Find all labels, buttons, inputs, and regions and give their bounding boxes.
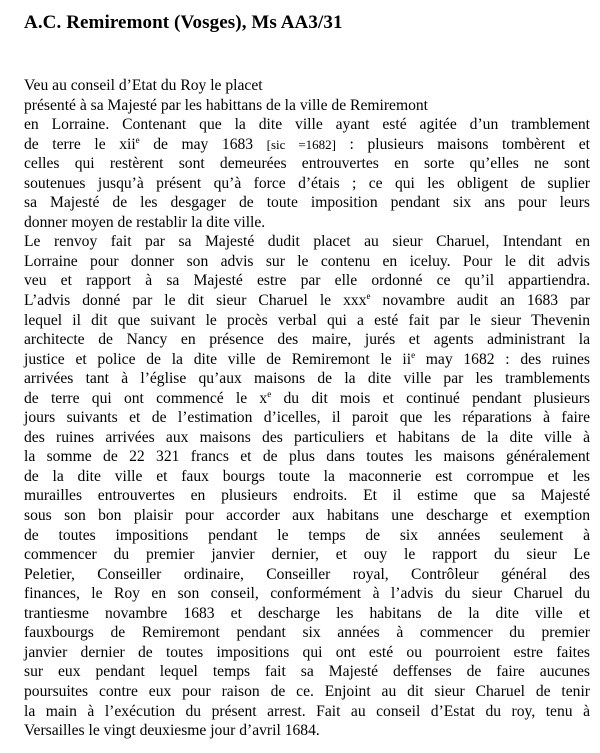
text-line: [24, 96, 590, 116]
line-text: Lorraine pour donner son advis sur le contenu en iceluy. Pour le dit advis: [24, 252, 590, 270]
text-line: [24, 623, 590, 643]
line-text: janvier dernier de toutes impositions qui ont esté ou pourroient estre faites: [24, 643, 590, 661]
text-line: [24, 428, 590, 448]
line-text: de toutes impositions pendant le temps de six années seulement à: [24, 526, 590, 544]
line-text: de la dite ville et faux bourgs toute la maconnerie est corrompue et les: [24, 467, 590, 485]
line-text: veu et rapport à sa Majesté estre par elle ordonné ce qu’il appartiendra.: [24, 272, 590, 290]
line-text: la somme de 22 321 francs et de plus dans toutes les maisons généralement: [24, 448, 590, 466]
line-text: trantiesme novambre 1683 et descharge les habitans de la dite ville et: [24, 604, 590, 622]
text-line: [24, 702, 590, 722]
line-text-continued: may 1682 : des ruines: [415, 350, 590, 368]
line-text: sa Majesté de les desgager de toute imposition pendant six ans pour leurs: [24, 194, 590, 212]
superscript: e: [135, 134, 140, 145]
text-line: [24, 545, 590, 565]
text-line: [24, 604, 590, 624]
line-text: L’advis donné par le dit sieur Charuel le xxx: [24, 292, 367, 310]
line-text: de terre le xii: [24, 135, 136, 153]
document-body: [24, 76, 590, 741]
text-line: [24, 193, 590, 213]
line-text: lequel il dit que suivant le procès verbal qui a esté fait par le sieur Thevenin: [24, 311, 590, 329]
text-line: [24, 506, 590, 526]
text-line: [24, 467, 590, 487]
text-line: [24, 369, 590, 389]
document: [24, 0, 590, 741]
text-line: [24, 565, 590, 585]
superscript: e: [366, 291, 371, 302]
line-text: de terre qui ont commencé le x: [24, 389, 268, 407]
line-text: justice et police de la dite ville de Remiremont le ii: [24, 350, 412, 368]
line-text: commencer du premier janvier dernier, et ouy le rapport du sieur Le: [24, 546, 590, 564]
line-text: murailles entrouvertes en plusieurs endroits. Et il estime que sa Majesté: [24, 487, 590, 505]
text-line: [24, 154, 590, 174]
line-text: arrivées tant à l’église qu’aux maisons de la dite ville par les tramblements: [24, 370, 590, 388]
text-line: [24, 271, 590, 291]
line-text-tail: : plusieurs maisons tombèrent et: [336, 135, 590, 153]
line-text: poursuites contre eux pour raison de ce. Enjoint au dit sieur Charuel de tenir: [24, 682, 590, 700]
line-text: Veu au conseil d’Etat du Roy le placet: [24, 77, 263, 94]
text-line: [24, 721, 590, 741]
line-text: la main à l’exécution du présent arrest. Fait au conseil d’Estat du roy, tenu à: [24, 702, 590, 720]
text-line: [24, 115, 590, 135]
line-text: Le renvoy fait par sa Majesté dudit placet au sieur Charuel, Intendant en: [24, 233, 590, 251]
text-line: [24, 311, 590, 331]
text-line: [24, 232, 590, 252]
text-line: [24, 350, 590, 370]
line-text: celles qui restèrent sont demeurées entrouvertes en sorte qu’elles ne sont: [24, 155, 590, 173]
sic-note: [sic =1682]: [266, 136, 336, 152]
text-line: [24, 643, 590, 663]
line-text-continued: du dit mois et continué pendant plusieurs: [271, 389, 590, 407]
line-text: sous son bon plaisir pour accorder aux habitans une descharge et exemption: [24, 507, 590, 525]
text-line: [24, 76, 590, 96]
line-text: soutenues jusqu’à présent qu’à force d’étais ; ce qui les obligent de suplier: [24, 174, 590, 192]
text-line: [24, 291, 590, 311]
line-text: jours suivants et de l’estimation d’icelles, il paroit que les réparations à faire: [24, 409, 590, 427]
line-text: architecte de Nancy en présence des maire, jurés et agents administrant la: [24, 331, 590, 349]
line-text-continued: de may 1683: [139, 135, 267, 153]
line-text: sur eux pendant lequel temps fait sa Majesté deffenses de faire aucunes: [24, 663, 590, 681]
line-text: donner moyen de restablir la dite ville.: [24, 213, 266, 231]
text-line: [24, 447, 590, 467]
line-text: Peletier, Conseiller ordinaire, Conseiller royal, Contrôleur général des: [24, 565, 590, 583]
line-text-continued: novambre audit an 1683 par: [370, 292, 590, 310]
line-text: finances, le Roy en son conseil, conformément à l’advis du sieur Charuel du: [24, 585, 590, 603]
text-line: [24, 252, 590, 272]
text-line: [24, 662, 590, 682]
text-line: [24, 584, 590, 604]
text-line: [24, 486, 590, 506]
superscript: e: [411, 349, 416, 360]
text-line: [24, 330, 590, 350]
text-line: [24, 389, 590, 409]
text-line: [24, 682, 590, 702]
text-line: [24, 174, 590, 194]
document-title: A.C. Remiremont (Vosges), Ms AA3/31: [24, 12, 343, 33]
line-text: présenté à sa Majesté par les habittans de la ville de Remiremont: [24, 96, 428, 114]
line-text: en Lorraine. Contenant que la dite ville ayant esté agitée d’un tramblement: [24, 116, 590, 134]
line-text: des ruines arrivées aux maisons des particuliers et habitans de la dite ville à: [24, 428, 590, 446]
text-line: [24, 526, 590, 546]
line-text: fauxbourgs de Remiremont pendant six années à commencer du premier: [24, 624, 590, 642]
text-line: [24, 135, 590, 155]
text-line: [24, 408, 590, 428]
superscript: e: [267, 388, 272, 399]
line-text: Versailles le vingt deuxiesme jour d’avril 1684.: [24, 722, 320, 740]
text-line: [24, 213, 590, 233]
